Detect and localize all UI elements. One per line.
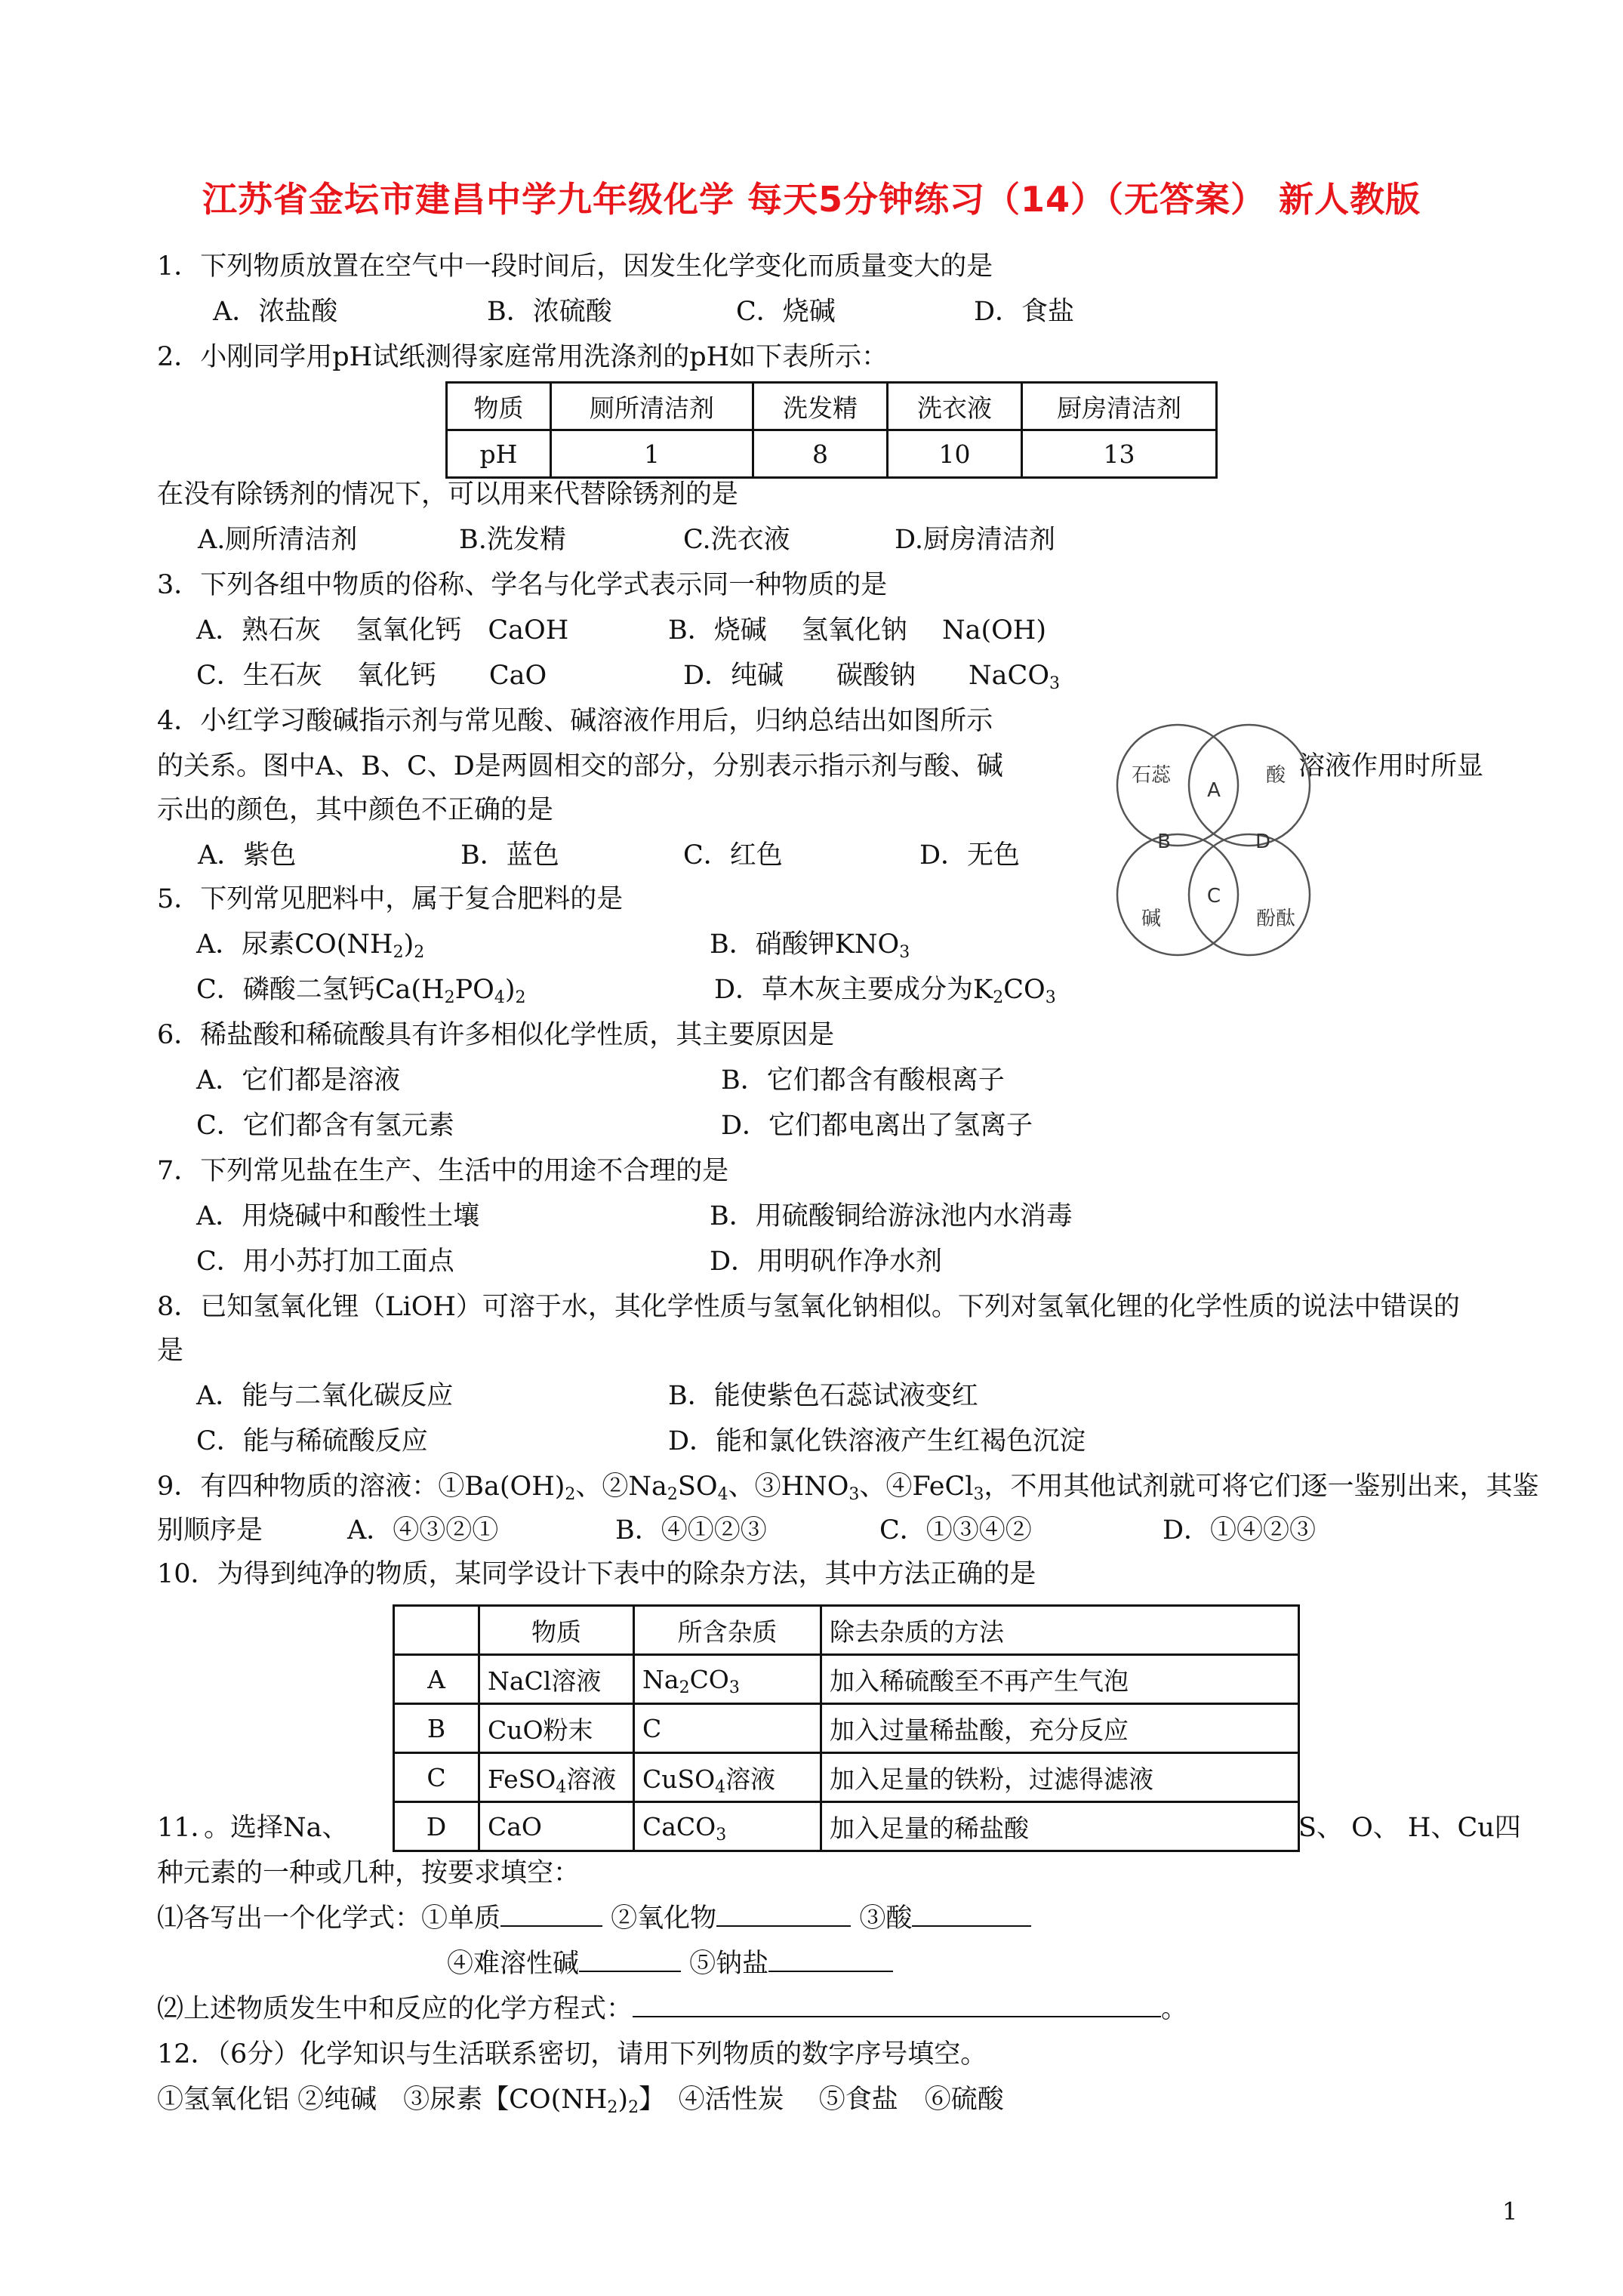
q5-a-text: A．尿素CO(NH [196, 929, 393, 960]
q2-question: 在没有除锈剂的情况下，可以用来代替除锈剂的是 [157, 479, 739, 510]
q12-stem: 12．（6分）化学知识与生活联系密切，请用下列物质的数字序号填空。 [157, 2039, 987, 2069]
q5-d-sub: 2 [993, 988, 1004, 1007]
venn-label-phenolphthalein: 酚酞 [1255, 908, 1296, 930]
q7-option-b: B．用硫酸铜给游泳池内水消毒 [710, 1201, 1073, 1231]
q9-text: SO [677, 1472, 718, 1502]
impurity-table [393, 1604, 1300, 1852]
impurity-table-header-row [394, 1606, 1299, 1655]
q2-option-a: A.厕所清洁剂 [198, 525, 358, 555]
ph-table-header-cell: 洗发精 [753, 383, 888, 430]
q1-option-b: B．浓硫酸 [487, 297, 612, 327]
q8-option-c: C．能与稀硫酸反应 [196, 1426, 428, 1456]
q7-option-a: A．用烧碱中和酸性土壤 [196, 1201, 480, 1231]
q5-option-d [714, 972, 1056, 1007]
q4-option-a: A．紫色 [198, 840, 297, 871]
q8-line1: 8．已知氢氧化锂（LiOH）可溶于水，其化学性质与氢氧化钠相似。下列对氢氧化锂的化学性质的说法中错误的 [157, 1292, 1460, 1322]
q1-option-c: C．烧碱 [736, 297, 836, 327]
q9-text: 、④FeCl [859, 1472, 974, 1502]
q9-line2: 别顺序是 [157, 1515, 263, 1546]
row-label: B [394, 1704, 479, 1753]
q5-d-text2: CO [1003, 975, 1046, 1005]
q5-c-text3: ) [504, 975, 516, 1005]
q5-b-text: B．硝酸钾KNO [710, 929, 900, 960]
q8-option-b: B．能使紫色石蕊试液变红 [668, 1381, 978, 1411]
ph-table-header-cell: 厨房清洁剂 [1022, 383, 1217, 430]
ph-table-cell: 8 [753, 430, 888, 478]
q1-option-a: A．浓盐酸 [213, 297, 338, 327]
impurity-text: CO [689, 1664, 729, 1694]
q9-text: 、②Na [575, 1472, 667, 1502]
q5-option-c [196, 972, 526, 1007]
impurity-sub: 3 [716, 1825, 727, 1845]
q9-sub: 4 [717, 1485, 728, 1504]
row-substance [479, 1704, 634, 1753]
impurity-text: Na [642, 1664, 679, 1694]
substance-text: CuO粉末 [488, 1715, 593, 1745]
q10-stem: 10．为得到纯净的物质，某同学设计下表中的除杂方法，其中方法正确的是 [157, 1559, 1036, 1589]
q5-c-text: C．磷酸二氢钙Ca(H [196, 975, 445, 1005]
ph-table-header-cell: 洗衣液 [888, 383, 1022, 430]
q1-stem: 1．下列物质放置在空气中一段时间后，因发生化学变化而质量变大的是 [157, 251, 993, 282]
q9-sub: 2 [565, 1485, 576, 1504]
document-title: 江苏省金坛市建昌中学九年级化学 每天5分钟练习（14）（无答案） 新人教版 [202, 179, 1421, 220]
venn-label-acid: 酸 [1265, 764, 1286, 787]
q3-option-b: B．烧碱 氢氧化钠 Na(OH) [668, 615, 1046, 646]
q11-part1-row2 [447, 1946, 893, 1981]
q5-option-b [710, 927, 910, 962]
q3-option-c: C．生石灰 氧化钙 CaO [196, 661, 547, 691]
ph-table-cell: pH [447, 430, 551, 478]
q6-option-d: D．它们都电离出了氢离子 [721, 1111, 1033, 1141]
q11-part2-end: 。 [1161, 1994, 1188, 2024]
q11-part1-label: ⑴各写出一个化学式： [157, 1903, 422, 1934]
venn-region-b: B [1157, 831, 1171, 853]
ph-table-value-row [447, 430, 1217, 478]
row-impurity [634, 1802, 821, 1851]
q4-line2: 的关系。图中A、B、C、D是两圆相交的部分，分别表示指示剂与酸、碱 [157, 751, 1003, 781]
ph-table-header-cell: 物质 [447, 383, 551, 430]
row-substance [479, 1655, 634, 1704]
q9-text: ，不用其他试剂就可将它们逐一鉴别出来，其鉴 [984, 1472, 1539, 1502]
page-number: 1 [1502, 2197, 1518, 2226]
q5-option-a [196, 927, 424, 962]
ph-table-cell: 1 [551, 430, 753, 478]
impurity-header-cell: 所含杂质 [634, 1606, 821, 1655]
row-method: 加入足量的铁粉，过滤得滤液 [821, 1753, 1299, 1802]
substance-text: FeSO [488, 1764, 556, 1794]
impurity-header-cell: 除去杂质的方法 [821, 1606, 1299, 1655]
q7-option-d: D．用明矾作净水剂 [710, 1247, 943, 1277]
row-method: 加入过量稀盐酸，充分反应 [821, 1704, 1299, 1753]
q11-part2 [157, 1992, 1187, 2026]
answer-blank[interactable] [912, 1925, 1031, 1927]
answer-blank[interactable] [768, 1971, 893, 1972]
venn-region-d: D [1255, 831, 1271, 853]
q11-item-acid: ③酸 [859, 1903, 913, 1934]
q4-option-c: C．红色 [683, 840, 783, 871]
q3-option-a: A．熟石灰 氢氧化钙 CaOH [196, 615, 569, 646]
q11-item-sodium-salt: ⑤钠盐 [689, 1949, 769, 1979]
q2-stem: 2．小刚同学用pH试纸测得家庭常用洗涤剂的pH如下表所示： [157, 342, 888, 372]
impurity-sub: 3 [728, 1678, 740, 1697]
q9-sub: 3 [973, 1485, 984, 1504]
ph-table [445, 381, 1218, 479]
q3-option-d-subscript: 3 [1049, 674, 1061, 693]
row-impurity [634, 1704, 821, 1753]
impurity-table-row [394, 1704, 1299, 1753]
impurity-sub: 4 [715, 1777, 726, 1797]
q5-c-text2: PO [454, 975, 494, 1005]
q8-line2: 是 [157, 1336, 184, 1366]
q11-right: S、 O、 H、Cu四 [1298, 1813, 1521, 1843]
q5-a-sub2: 2 [414, 943, 425, 962]
q9-option-a: A．④③②① [347, 1515, 499, 1546]
row-substance [479, 1753, 634, 1802]
q9-text: 9．有四种物质的溶液：①Ba(OH) [157, 1472, 565, 1502]
q12-text: ①氢氧化铝 ②纯碱 ③尿素【CO(NH [157, 2085, 608, 2115]
ph-table-header-row [447, 383, 1217, 430]
q1-option-d: D．食盐 [974, 297, 1075, 327]
q2-option-c: C.洗衣液 [683, 525, 790, 555]
q3-stem: 3．下列各组中物质的俗称、学名与化学式表示同一种物质的是 [157, 570, 888, 600]
q12-sub: 2 [607, 2098, 618, 2117]
q9-text: 、③HNO [728, 1472, 849, 1502]
q8-option-d: D．能和氯化铁溶液产生红褐色沉淀 [668, 1426, 1086, 1456]
row-impurity [634, 1753, 821, 1802]
ph-table-header-cell: 厕所清洁剂 [551, 383, 753, 430]
answer-blank[interactable] [716, 1925, 851, 1927]
q4-line1: 4．小红学习酸碱指示剂与常见酸、碱溶液作用后，归纳总结出如图所示 [157, 706, 993, 736]
q3-option-d [683, 658, 1060, 693]
q6-option-c: C．它们都含有氢元素 [196, 1111, 454, 1141]
q11-item-insoluble-base: ④难溶性碱 [447, 1949, 580, 1979]
substance-text: NaCl溶液 [488, 1666, 602, 1696]
q7-stem: 7．下列常见盐在生产、生活中的用途不合理的是 [157, 1156, 729, 1186]
substance-text: 溶液 [566, 1764, 617, 1794]
q9-line1 [157, 1469, 1538, 1504]
venn-region-a: A [1207, 779, 1221, 802]
impurity-table-row [394, 1802, 1299, 1851]
q5-a-text2: ) [403, 929, 414, 960]
q4-line3: 示出的颜色，其中颜色不正确的是 [157, 795, 554, 825]
q11-item-element: ①单质 [421, 1903, 501, 1934]
q12-text: 】 ④活性炭 ⑤食盐 ⑥硫酸 [639, 2085, 1004, 2115]
q4-line2-right: 溶液作用时所显 [1298, 751, 1484, 781]
row-impurity [634, 1655, 821, 1704]
q5-c-sub: 2 [444, 988, 455, 1007]
impurity-text: C [642, 1713, 662, 1743]
impurity-text: CuSO [642, 1764, 716, 1794]
row-method: 加入稀硫酸至不再产生气泡 [821, 1655, 1299, 1704]
q11-item-oxide: ②氧化物 [611, 1903, 717, 1934]
q5-c-sub2: 4 [494, 988, 505, 1007]
q2-option-b: B.洗发精 [459, 525, 566, 555]
q8-option-a: A．能与二氧化碳反应 [196, 1381, 454, 1411]
venn-region-c: C [1206, 885, 1221, 908]
equation-blank[interactable] [633, 2016, 1161, 2017]
row-label: C [394, 1753, 479, 1802]
q12-sub: 2 [628, 2098, 639, 2117]
impurity-text: CaCO [642, 1811, 716, 1841]
q9-option-d: D．①④②③ [1163, 1515, 1317, 1546]
venn-label-base: 碱 [1141, 908, 1162, 930]
q9-sub: 2 [667, 1485, 678, 1504]
row-label: D [394, 1802, 479, 1851]
impurity-table-row [394, 1655, 1299, 1704]
row-method: 加入足量的稀盐酸 [821, 1802, 1299, 1851]
impurity-sub: 2 [679, 1678, 690, 1697]
q12-text: ) [617, 2085, 629, 2115]
impurity-header-cell [394, 1606, 479, 1655]
row-substance [479, 1802, 634, 1851]
q11-left: 11．。选择Na、 [157, 1813, 349, 1843]
q11-part1 [157, 1901, 1031, 1936]
answer-blank[interactable] [579, 1971, 681, 1972]
q12-items [157, 2082, 1004, 2117]
q5-b-sub: 3 [899, 943, 910, 962]
q11-line2: 种元素的一种或几种，按要求填空： [157, 1858, 581, 1888]
ph-table-cell: 10 [888, 430, 1022, 478]
q4-option-b: B．蓝色 [460, 840, 559, 871]
q5-d-sub2: 3 [1045, 988, 1056, 1007]
q6-stem: 6．稀盐酸和稀硫酸具有许多相似化学性质，其主要原因是 [157, 1020, 835, 1050]
q11-part2-label: ⑵上述物质发生中和反应的化学方程式： [157, 1994, 633, 2024]
q5-stem: 5．下列常见肥料中，属于复合肥料的是 [157, 884, 624, 914]
q5-d-text: D．草木灰主要成分为K [714, 975, 993, 1005]
q2-option-d: D.厨房清洁剂 [895, 525, 1055, 555]
row-label: A [394, 1655, 479, 1704]
venn-label-litmus: 石蕊 [1131, 764, 1172, 787]
q3-option-d-text: D．纯碱 碳酸钠 NaCO [683, 661, 1050, 691]
q5-c-sub3: 2 [515, 988, 526, 1007]
ph-table-cell: 13 [1022, 430, 1217, 478]
q9-option-b: B．④①②③ [615, 1515, 767, 1546]
impurity-text: 溶液 [725, 1764, 776, 1794]
q4-option-d: D．无色 [919, 840, 1021, 871]
q5-a-sub: 2 [393, 943, 404, 962]
indicator-venn-diagram [1072, 721, 1525, 970]
q9-sub: 3 [848, 1485, 860, 1504]
substance-text: CaO [488, 1811, 542, 1841]
q7-option-c: C．用小苏打加工面点 [196, 1247, 454, 1277]
answer-blank[interactable] [500, 1925, 602, 1927]
q9-option-c: C．①③④② [879, 1515, 1032, 1546]
substance-sub: 4 [556, 1777, 567, 1797]
impurity-header-cell: 物质 [479, 1606, 634, 1655]
q6-option-b: B．它们都含有酸根离子 [721, 1065, 1005, 1096]
impurity-table-row [394, 1753, 1299, 1802]
q6-option-a: A．它们都是溶液 [196, 1065, 401, 1096]
